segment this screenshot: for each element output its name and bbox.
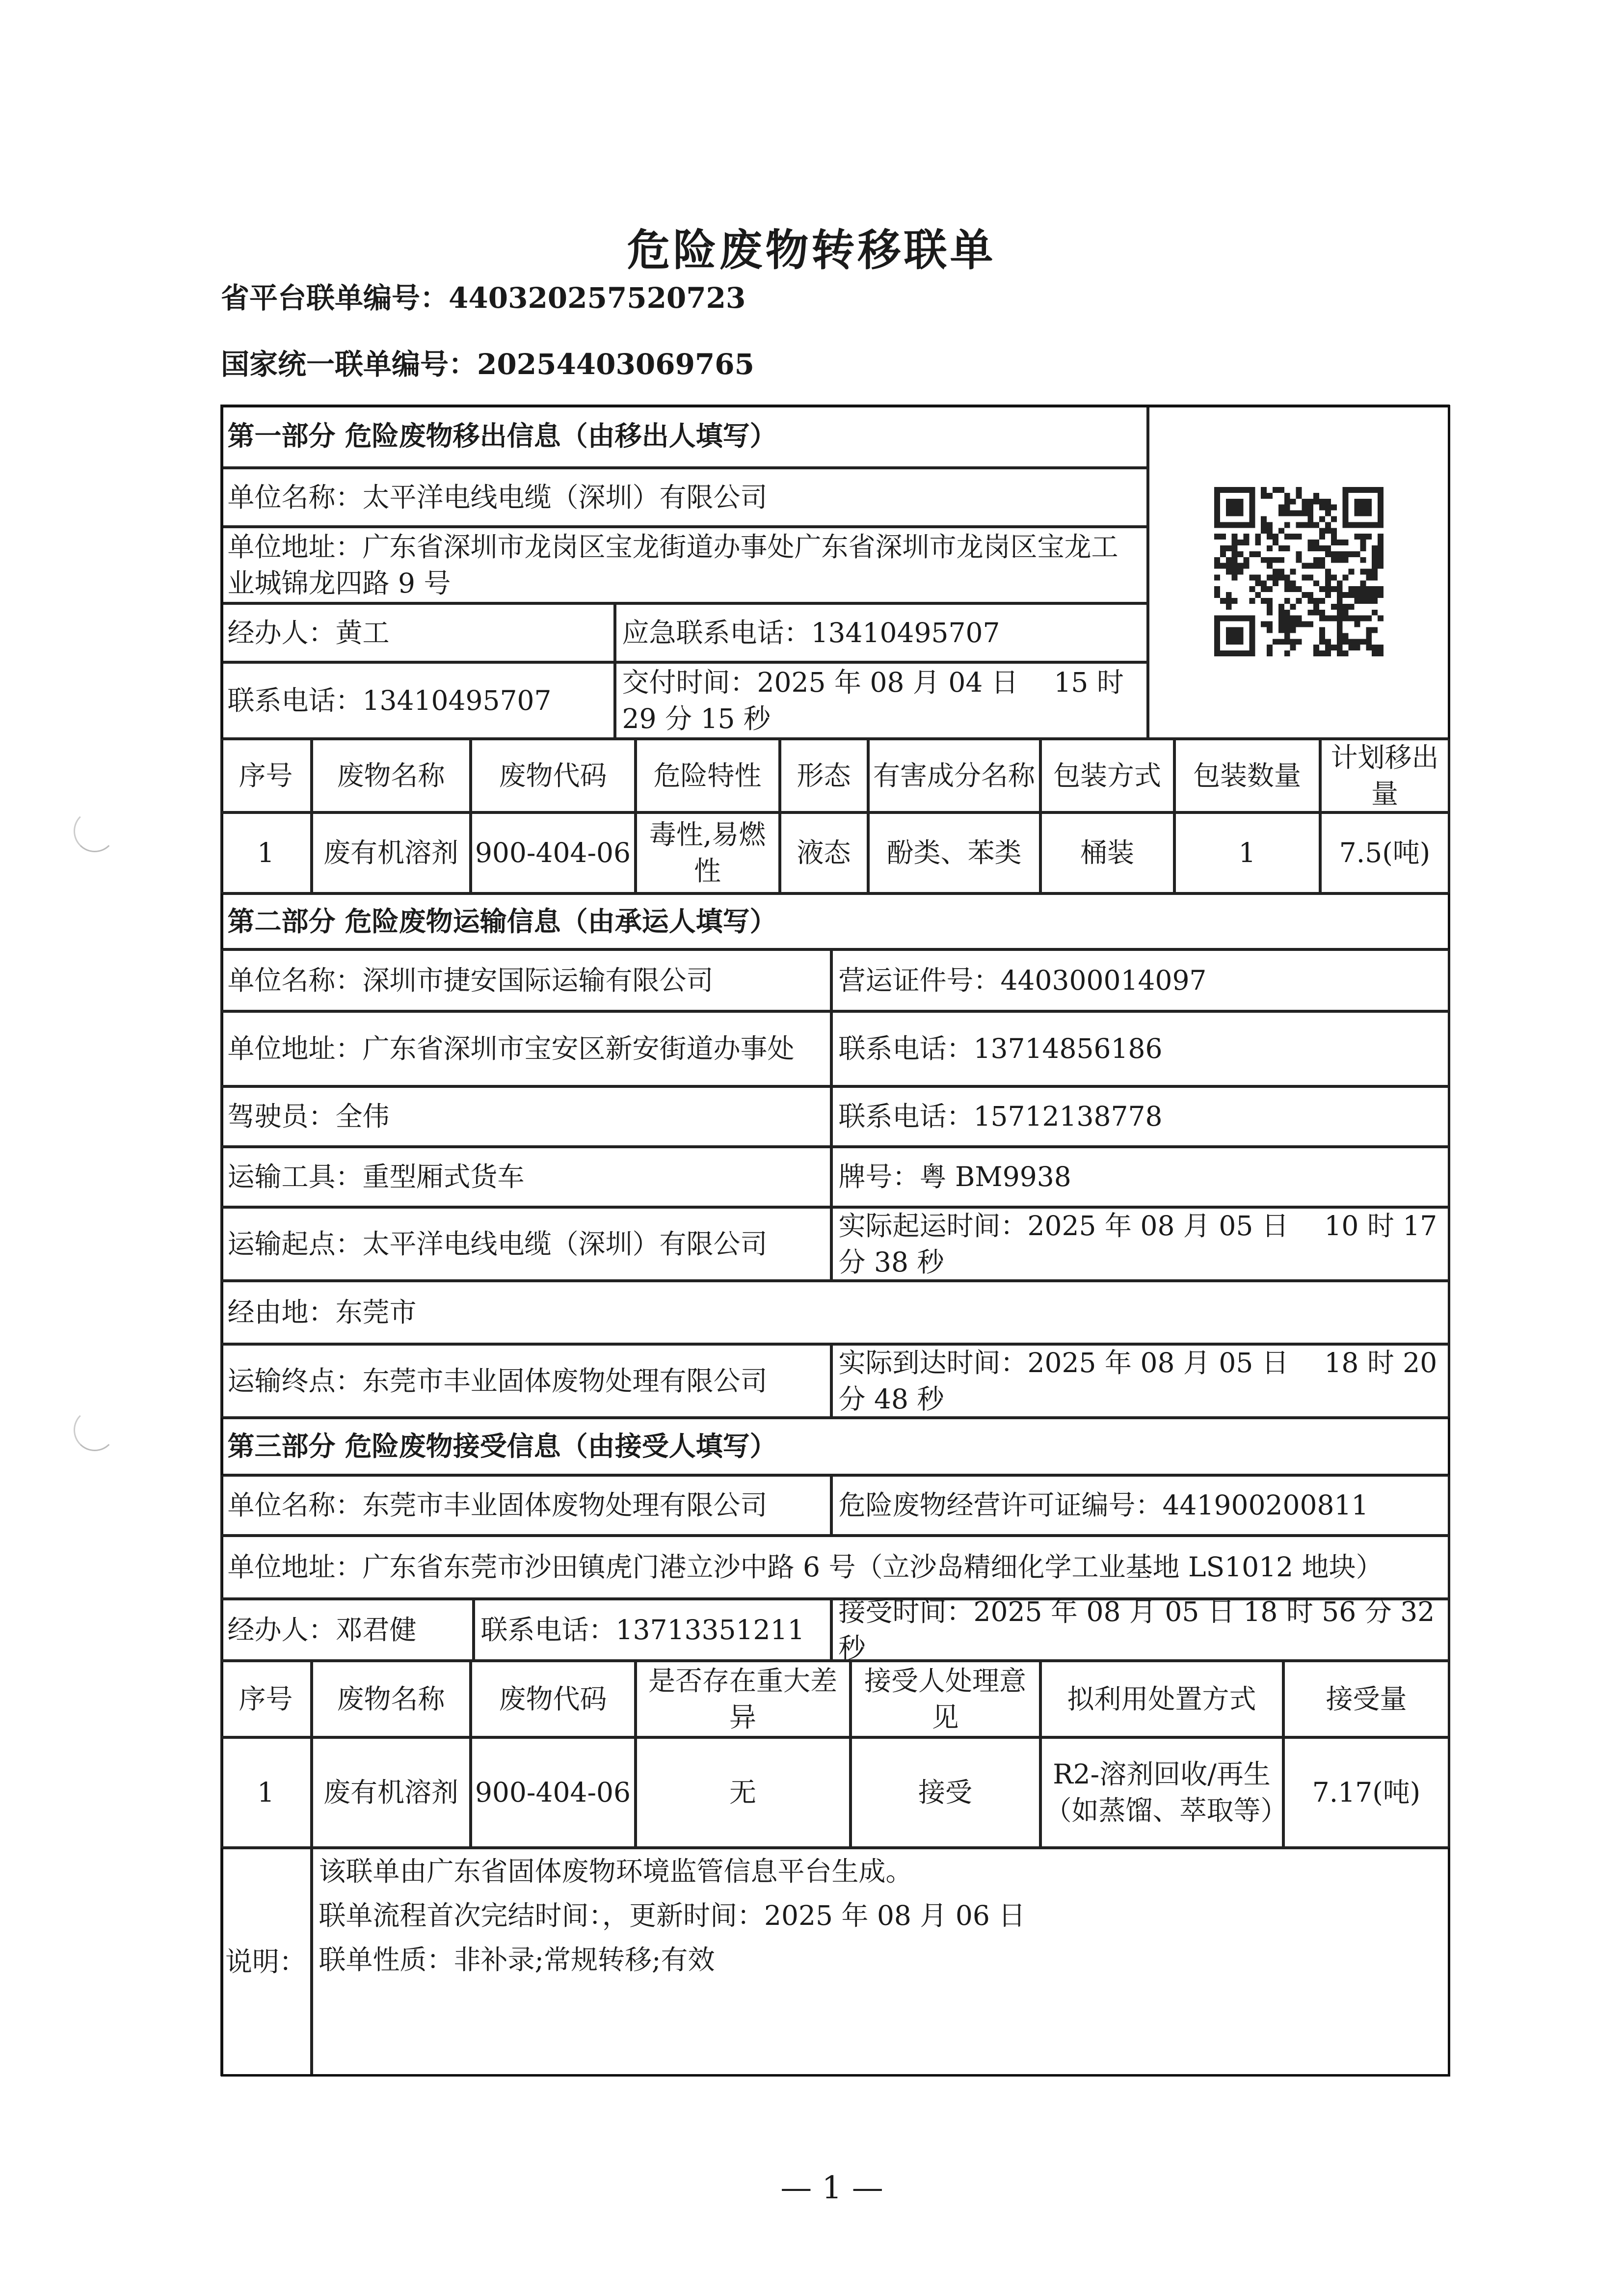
label: 单位名称： — [227, 481, 363, 513]
label: 单位地址： — [227, 1551, 363, 1583]
value: 东莞市丰业固体废物处理有限公司 — [362, 1489, 768, 1521]
part3-column-header: 废物代码 — [471, 1661, 636, 1737]
part1-delivery-time — [615, 662, 1148, 739]
part1-header: 第一部分 危险废物移出信息（由移出人填写） — [220, 405, 1148, 468]
part1-table-cell: 酚类、苯类 — [868, 812, 1040, 893]
punch-hole-shadow — [74, 810, 116, 852]
part1-table-cell: 1 — [1174, 812, 1320, 893]
qr-code-cell — [1148, 405, 1450, 739]
part1-phone — [220, 662, 615, 739]
label: 运输工具： — [227, 1161, 363, 1192]
notes-line: 联单流程首次完结时间：，更新时间：2025 年 08 月 06 日 — [319, 1899, 1026, 1931]
label: 经办人： — [227, 1614, 336, 1646]
label: 接受时间： — [838, 1595, 974, 1627]
part1-unit-address — [220, 527, 1148, 603]
part3-table-cell: 接受 — [851, 1737, 1040, 1848]
page-number: — 1 — — [780, 2170, 883, 2206]
part3-unit-name — [220, 1475, 831, 1536]
value: 2025 年 08 月 05 日 18 时 20 分 48 秒 — [838, 1347, 1437, 1415]
value: 粤 BM9938 — [919, 1161, 1071, 1192]
value: 20254403069765 — [477, 348, 755, 381]
value: 13410495707 — [362, 684, 552, 716]
label: 单位地址： — [227, 531, 363, 563]
part1-column-header: 有害成分名称 — [868, 739, 1040, 812]
part3-table-cell: R2-溶剂回收/再生（如蒸馏、萃取等） — [1040, 1737, 1283, 1848]
value: 2025 年 08 月 04 日 15 时 29 分 15 秒 — [622, 666, 1124, 734]
part3-column-header: 接受量 — [1283, 1661, 1450, 1737]
value: 15712138778 — [973, 1101, 1163, 1132]
label: 危险废物经营许可证编号： — [838, 1489, 1163, 1521]
part3-table-cell: 7.17(吨) — [1283, 1737, 1450, 1848]
part1-column-header: 废物名称 — [312, 739, 471, 812]
part3-column-header: 废物名称 — [312, 1661, 471, 1737]
label: 实际到达时间： — [838, 1347, 1028, 1378]
notes-label: 说明： — [220, 1848, 312, 2076]
label: 运输起点： — [227, 1228, 363, 1260]
value: 440300014097 — [1000, 964, 1207, 996]
part1-column-header: 包装方式 — [1040, 739, 1174, 812]
value: 2025 年 08 月 05 日 18 时 56 分 32 秒 — [838, 1595, 1435, 1664]
part2-unit-name — [220, 949, 831, 1011]
part2-driver-phone — [831, 1086, 1450, 1147]
part1-column-header: 计划移出量 — [1320, 739, 1450, 812]
label: 经由地： — [227, 1297, 336, 1328]
part1-table-cell: 900-404-06 — [471, 812, 636, 893]
label: 省平台联单编号： — [221, 281, 449, 315]
label: 营运证件号： — [838, 964, 1001, 996]
part3-header: 第三部分 危险废物接受信息（由接受人填写） — [220, 1418, 1450, 1475]
part3-column-header: 序号 — [220, 1661, 312, 1737]
part1-column-header: 废物代码 — [471, 739, 636, 812]
part3-phone — [474, 1599, 831, 1661]
part3-unit-address — [220, 1536, 1450, 1599]
part2-arrive-time — [831, 1344, 1450, 1418]
part3-column-header: 接受人处理意见 — [851, 1661, 1040, 1737]
value: 深圳市捷安国际运输有限公司 — [362, 964, 714, 996]
value: 13713351211 — [615, 1614, 805, 1646]
value: 440320257520723 — [449, 281, 746, 315]
part3-table-cell: 1 — [220, 1737, 312, 1848]
label: 交付时间： — [622, 666, 757, 698]
part3-column-header: 拟利用处置方式 — [1040, 1661, 1283, 1737]
punch-hole-shadow — [74, 1409, 116, 1451]
label: 驾驶员： — [227, 1101, 336, 1132]
part2-via — [220, 1281, 1450, 1344]
label: 单位名称： — [227, 964, 363, 996]
value: 广东省东莞市沙田镇虎门港立沙中路 6 号（立沙岛精细化学工业基地 LS1012 地块） — [362, 1551, 1383, 1583]
notes-content — [312, 1848, 1450, 2076]
part3-handler — [220, 1599, 474, 1661]
national-manifest-number — [221, 341, 754, 382]
part3-table-cell: 900-404-06 — [471, 1737, 636, 1848]
part2-phone — [831, 1011, 1450, 1086]
part1-column-header: 包装数量 — [1174, 739, 1320, 812]
value: 东莞市 — [335, 1297, 417, 1328]
part1-table-cell: 桶装 — [1040, 812, 1174, 893]
part3-table-cell: 无 — [636, 1737, 851, 1848]
value: 441900200811 — [1162, 1489, 1369, 1521]
part1-table-cell: 7.5(吨) — [1320, 812, 1450, 893]
part2-plate — [831, 1147, 1450, 1207]
value: 邓君健 — [335, 1614, 417, 1646]
part3-permit — [831, 1475, 1450, 1536]
label: 联系电话： — [480, 1614, 616, 1646]
qr-code-icon — [1214, 487, 1384, 656]
part3-receive-time — [831, 1595, 1450, 1664]
notes-line: 联单性质：非补录;常规转移;有效 — [319, 1944, 715, 1975]
label: 运输终点： — [227, 1365, 363, 1397]
value: 太平洋电线电缆（深圳）有限公司 — [362, 481, 768, 513]
part2-license — [831, 949, 1450, 1011]
value: 重型厢式货车 — [362, 1161, 525, 1192]
provincial-manifest-number — [221, 275, 745, 316]
document-title: 危险废物转移联单 — [627, 224, 996, 275]
part1-column-header: 危险特性 — [636, 739, 780, 812]
part2-driver — [220, 1086, 831, 1147]
part2-unit-address — [220, 1011, 831, 1086]
part1-table-cell: 废有机溶剂 — [312, 812, 471, 893]
label: 单位名称： — [227, 1489, 363, 1521]
label: 国家统一联单编号： — [221, 348, 478, 381]
part1-emergency-phone — [615, 603, 1148, 662]
part3-column-header: 是否存在重大差异 — [636, 1661, 851, 1737]
part1-column-header: 形态 — [780, 739, 868, 812]
label: 联系电话： — [838, 1033, 974, 1064]
part1-handler — [220, 603, 615, 662]
value: 2025 年 08 月 05 日 10 时 17 分 38 秒 — [838, 1210, 1437, 1278]
label: 实际起运时间： — [838, 1210, 1028, 1242]
label: 应急联系电话： — [622, 617, 811, 648]
value: 东莞市丰业固体废物处理有限公司 — [362, 1365, 768, 1397]
part1-unit-name — [220, 468, 1148, 527]
label: 单位地址： — [227, 1033, 363, 1064]
label: 经办人： — [227, 617, 336, 648]
value: 全伟 — [335, 1101, 390, 1132]
value: 13410495707 — [811, 617, 1000, 648]
part1-table-cell: 液态 — [780, 812, 868, 893]
value: 广东省深圳市龙岗区宝龙街道办事处广东省深圳市龙岗区宝龙工业城锦龙四路 9 号 — [227, 531, 1118, 599]
value: 黄工 — [335, 617, 390, 648]
part3-table-cell: 废有机溶剂 — [312, 1737, 471, 1848]
value: 广东省深圳市宝安区新安街道办事处 — [362, 1033, 795, 1064]
part2-origin — [220, 1207, 831, 1281]
label: 牌号： — [838, 1161, 920, 1192]
part2-destination — [220, 1344, 831, 1418]
label: 联系电话： — [838, 1101, 974, 1132]
label: 联系电话： — [227, 684, 363, 716]
part1-table-cell: 毒性,易燃性 — [636, 812, 780, 893]
value: 太平洋电线电缆（深圳）有限公司 — [362, 1228, 768, 1260]
part1-table-cell: 1 — [220, 812, 312, 893]
part1-column-header: 序号 — [220, 739, 312, 812]
part2-vehicle — [220, 1147, 831, 1207]
value: 13714856186 — [973, 1033, 1163, 1064]
part2-depart-time — [831, 1207, 1450, 1281]
notes-line: 该联单由广东省固体废物环境监管信息平台生成。 — [319, 1855, 913, 1887]
part2-header: 第二部分 危险废物运输信息（由承运人填写） — [220, 893, 1450, 949]
